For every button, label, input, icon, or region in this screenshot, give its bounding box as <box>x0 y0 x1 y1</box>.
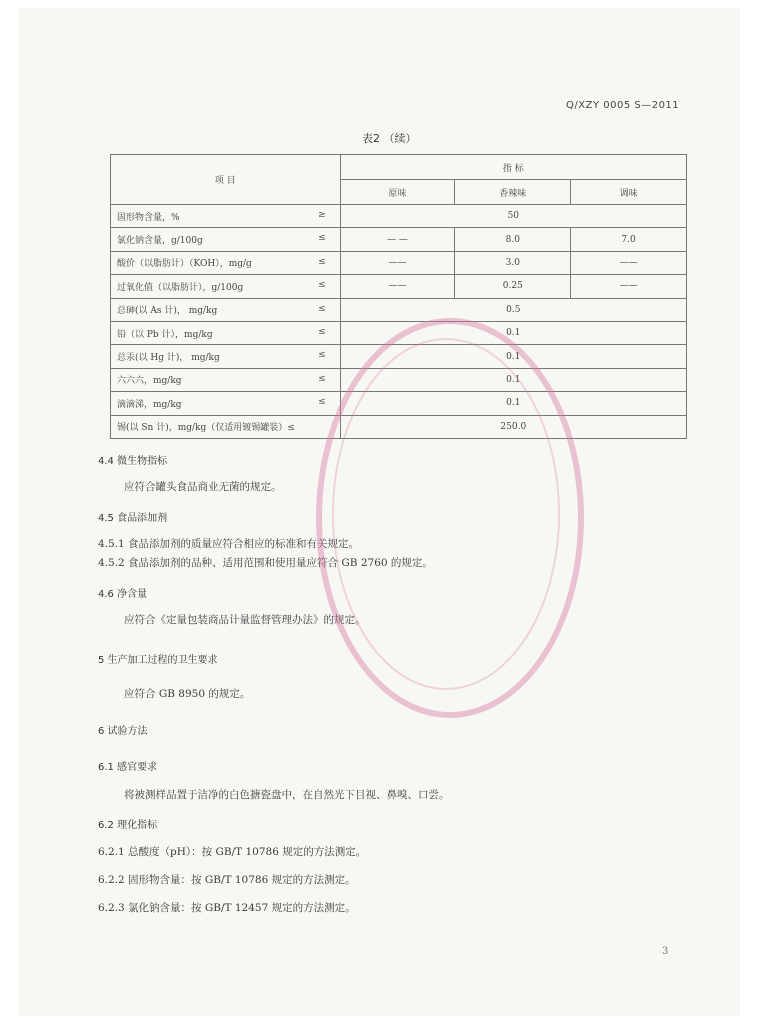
row-value: 0.5 <box>340 298 686 321</box>
header-index: 指 标 <box>340 155 686 180</box>
row-name: 总汞(以 Hg 计)， mg/kg ≤ <box>111 345 341 368</box>
table-row <box>111 205 687 228</box>
section-para-6-2-1: 6.2.1 总酸度（pH）：按 GB/T 10786 规定的方法测定。 <box>98 846 367 858</box>
official-seal-inner-ring <box>332 338 560 690</box>
row-value-seasoned: 7.0 <box>571 228 687 251</box>
section-body-5: 应符合 GB 8950 的规定。 <box>124 688 251 700</box>
row-name: 六六六，mg/kg ≤ <box>111 368 341 391</box>
section-para-4-5-2: 4.5.2 食品添加剂的品种、适用范围和使用量应符合 GB 2760 的规定。 <box>98 557 433 569</box>
document-code: Q/XZY 0005 S—2011 <box>566 100 680 111</box>
row-value: 50 <box>340 205 686 228</box>
row-value: 0.1 <box>340 368 686 391</box>
section-heading-6-1: 6.1 感官要求 <box>98 762 158 773</box>
table-header-row <box>111 155 687 180</box>
section-para-6-2-3: 6.2.3 氯化钠含量：按 GB/T 12457 规定的方法测定。 <box>98 902 356 914</box>
row-name: 过氧化值（以脂肪计），g/100g ≤ <box>111 275 341 298</box>
row-value-original: —— <box>340 275 455 298</box>
table-row <box>111 298 687 321</box>
row-value: 0.1 <box>340 321 686 344</box>
row-value: 0.1 <box>340 345 686 368</box>
header-item: 项 目 <box>111 155 341 205</box>
row-name: 滴滴涕，mg/kg ≤ <box>111 392 341 415</box>
row-value: 250.0 <box>340 415 686 438</box>
row-value-original: — — <box>340 228 455 251</box>
section-heading-5: 5 生产加工过程的卫生要求 <box>98 655 218 666</box>
document-page <box>18 8 740 1016</box>
section-heading-4-4: 4.4 微生物指标 <box>98 456 168 467</box>
row-name: 固形物含量，% ≥ <box>111 205 341 228</box>
row-value-spicy: 3.0 <box>455 251 571 274</box>
section-body-4-6: 应符合《定量包装商品计量监督管理办法》的规定。 <box>124 614 366 626</box>
row-name: 总砷(以 As 计)， mg/kg ≤ <box>111 298 341 321</box>
row-name: 氯化钠含量，g/100g ≤ <box>111 228 341 251</box>
row-name: 锡(以 Sn 计)，mg/kg（仅适用镀锡罐装）≤ <box>111 415 341 438</box>
table-row <box>111 251 687 274</box>
section-body-4-4: 应符合罐头食品商业无菌的规定。 <box>124 481 282 493</box>
header-variant-original: 原味 <box>340 180 455 205</box>
table-row <box>111 275 687 298</box>
section-para-4-5-1: 4.5.1 食品添加剂的质量应符合相应的标准和有关规定。 <box>98 538 360 550</box>
section-heading-6-2: 6.2 理化指标 <box>98 820 158 831</box>
section-heading-4-5: 4.5 食品添加剂 <box>98 513 168 524</box>
row-name: 酸价（以脂肪计）（KOH），mg/g ≤ <box>111 251 341 274</box>
section-heading-6: 6 试验方法 <box>98 726 148 737</box>
row-value-spicy: 8.0 <box>455 228 571 251</box>
row-value-original: —— <box>340 251 455 274</box>
row-name: 铅（以 Pb 计），mg/kg ≤ <box>111 321 341 344</box>
header-variant-seasoned: 调味 <box>571 180 687 205</box>
table-caption: 表2 （续） <box>362 132 417 145</box>
section-heading-4-6: 4.6 净含量 <box>98 589 148 600</box>
page-number: 3 <box>662 946 669 957</box>
header-variant-spicy: 香辣味 <box>455 180 571 205</box>
table-row <box>111 228 687 251</box>
section-body-6-1: 将被测样品置于洁净的白色搪瓷盘中，在自然光下目视、鼻嗅、口尝。 <box>124 789 450 801</box>
row-value: 0.1 <box>340 392 686 415</box>
row-value-seasoned: —— <box>571 251 687 274</box>
section-para-6-2-2: 6.2.2 固形物含量：按 GB/T 10786 规定的方法测定。 <box>98 874 356 886</box>
row-value-spicy: 0.25 <box>455 275 571 298</box>
row-value-seasoned: —— <box>571 275 687 298</box>
